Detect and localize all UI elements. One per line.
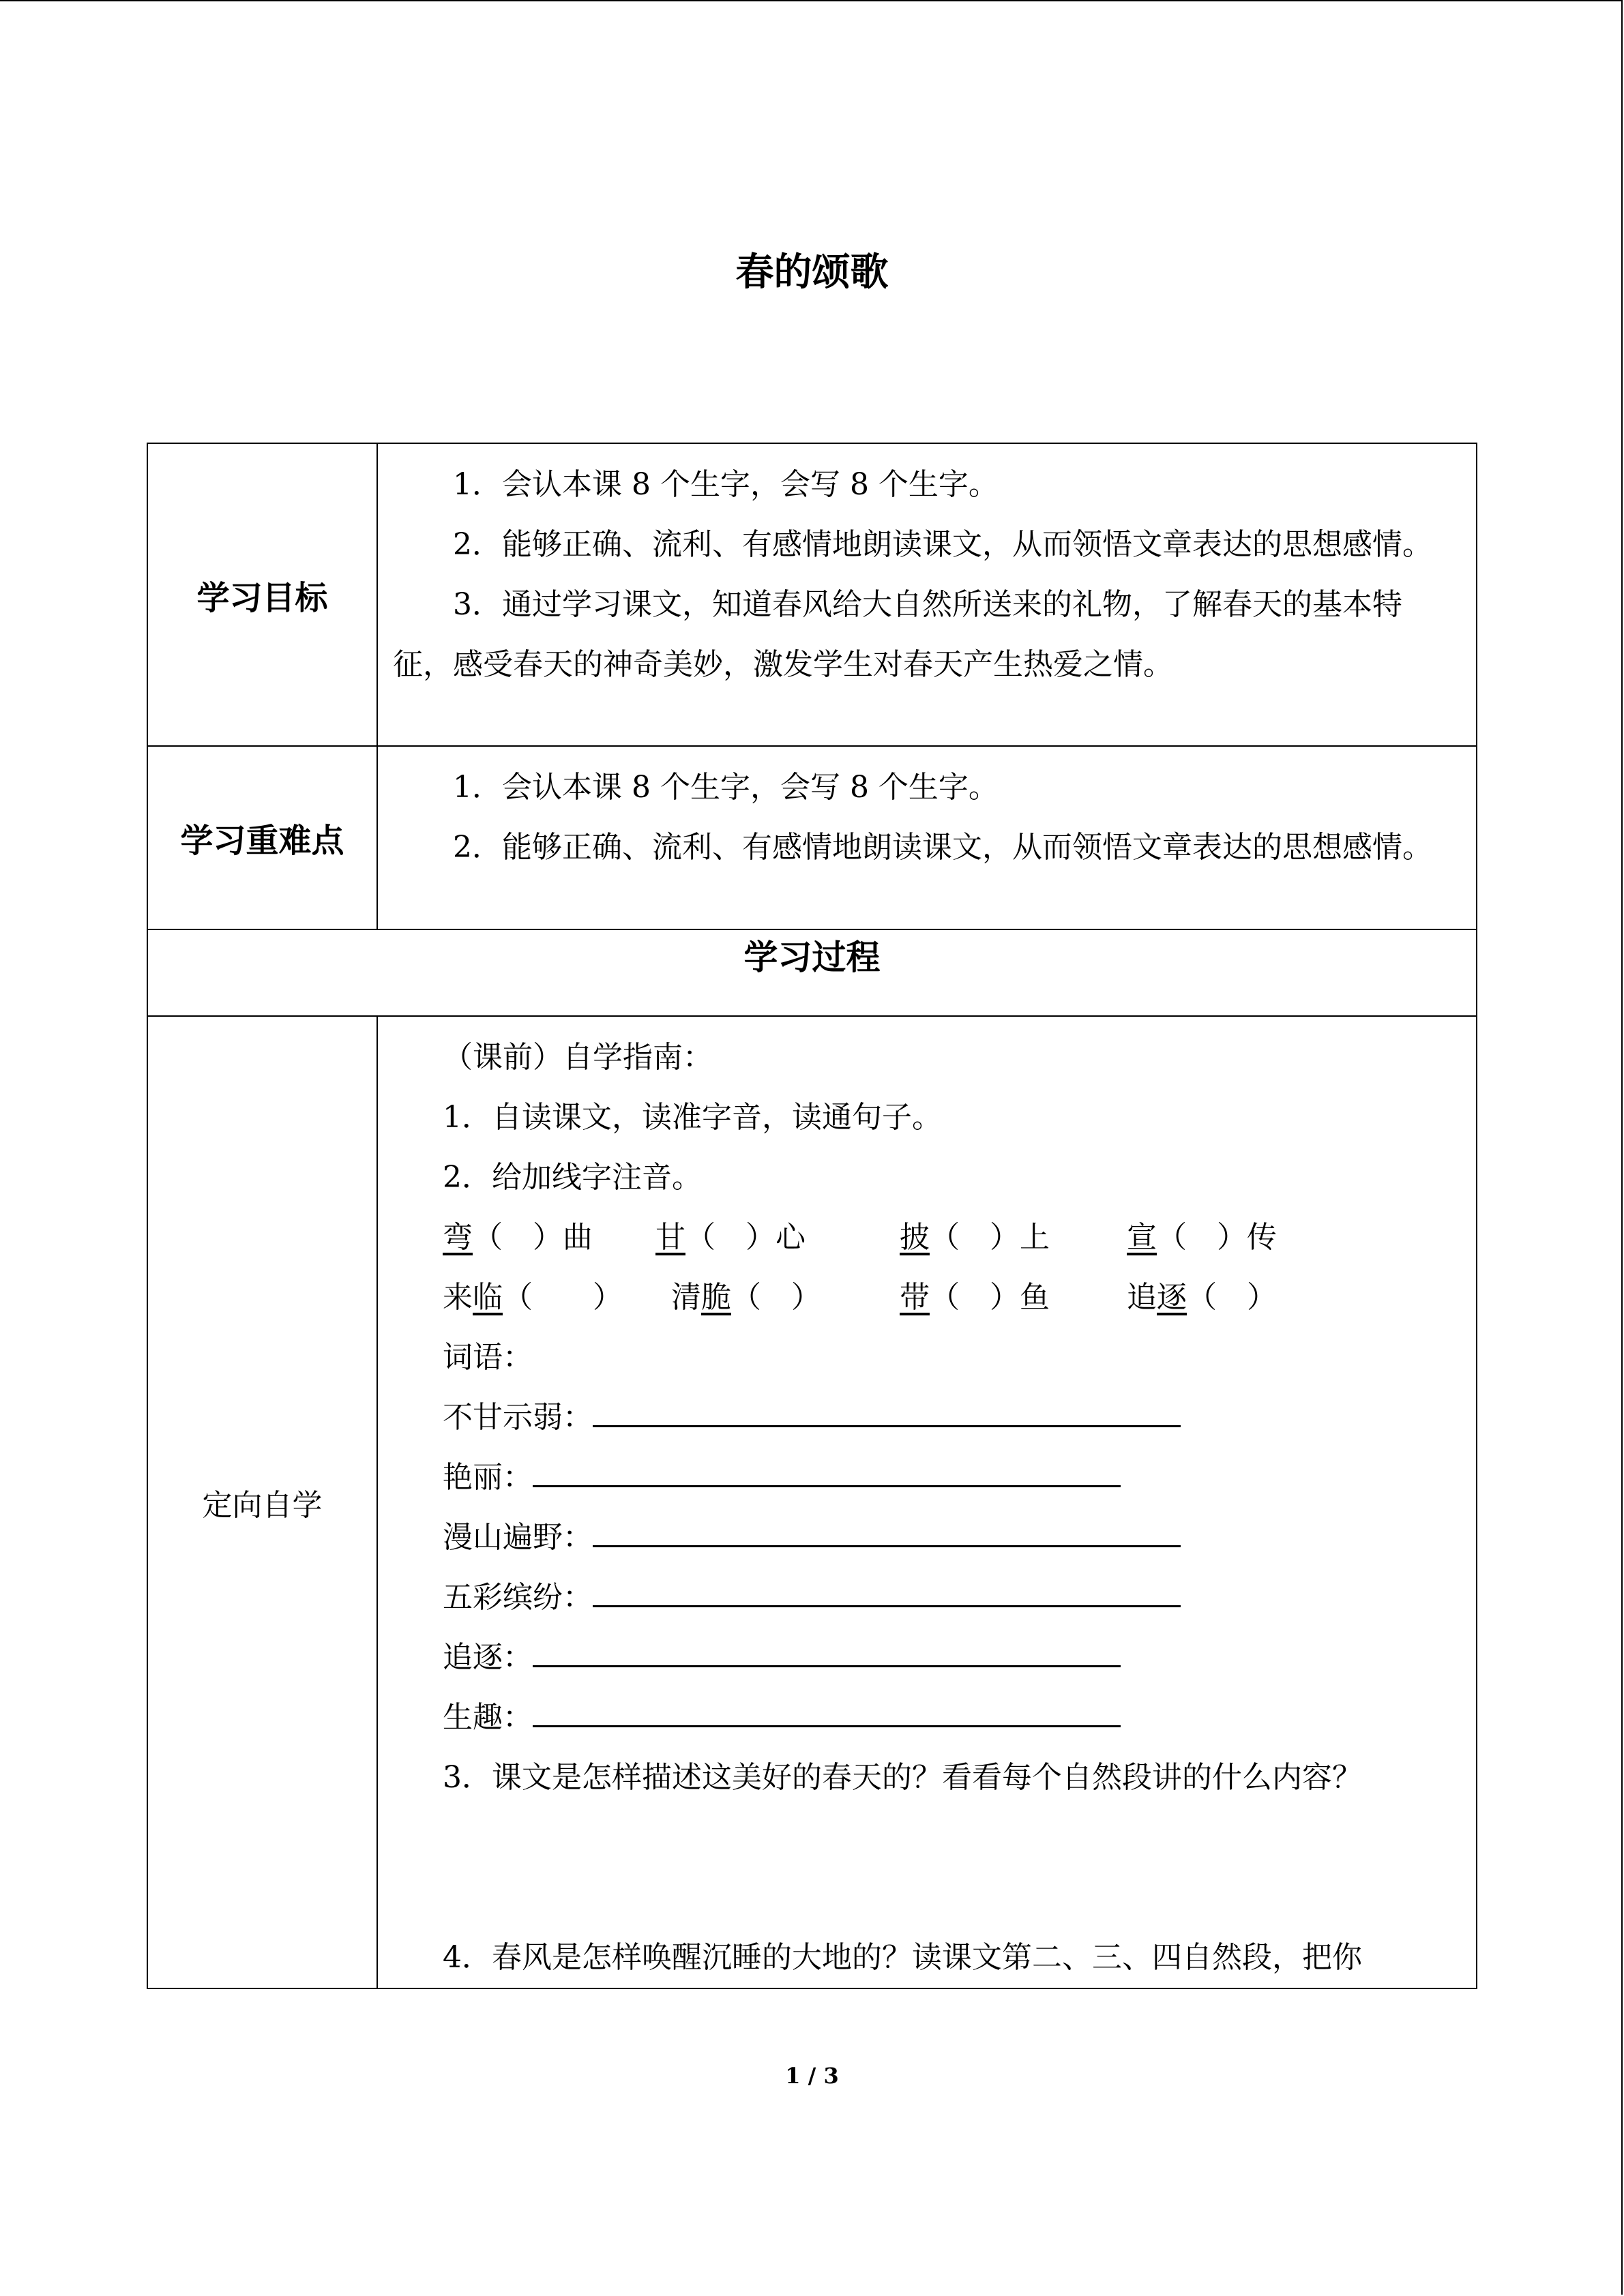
pinyin-item: 追逐（ ）: [1127, 1280, 1277, 1315]
page-number: 1 / 3: [785, 2063, 839, 2089]
process-heading: 学习过程: [147, 929, 1477, 1016]
process-content: [377, 1016, 1477, 1988]
word-entry: 追逐：: [443, 1628, 1460, 1688]
objectives-label: 学习目标: [147, 443, 377, 746]
page-title: 春的颂歌: [735, 250, 889, 295]
pinyin-item: 来临（ ）: [443, 1280, 623, 1315]
words-label: 词语：: [443, 1340, 533, 1375]
key-point-item: 1．会认本课 8 个生字，会写 8 个生字。: [453, 770, 999, 805]
pinyin-item: 弯（ ）曲: [443, 1220, 593, 1255]
answer-blank[interactable]: [533, 1688, 1121, 1727]
key-point-item: 2．能够正确、流利、有感情地朗读课文，从而领悟文章表达的思想感情。: [453, 830, 1432, 865]
objective-item: 1．会认本课 8 个生字，会写 8 个生字。: [453, 467, 999, 502]
step-4: 4．春风是怎样唤醒沉睡的大地的？读课文第二、三、四自然段，把你: [443, 1940, 1362, 1975]
process-label: 定向自学: [147, 1016, 377, 1988]
answer-blank[interactable]: [593, 1508, 1181, 1547]
process-row: [147, 1016, 1477, 1988]
objective-item: 3．通过学习课文，知道春风给大自然所送来的礼物，了解春天的基本特征，感受春天的神奇美妙，激发学生对春天产生热爱之情。: [393, 587, 1402, 682]
pinyin-item: 披（ ）上: [900, 1220, 1050, 1255]
word-entry: 艳丽：: [443, 1448, 1460, 1508]
key-points-row: [147, 746, 1477, 929]
objectives-row: [147, 443, 1477, 746]
pinyin-item: 带（ ）鱼: [900, 1280, 1050, 1315]
key-points-label: 学习重难点: [147, 746, 377, 929]
word-entry: 不甘示弱：: [443, 1388, 1460, 1448]
step-1: 1．自读课文，读准字音，读通句子。: [443, 1100, 942, 1135]
pinyin-item: 甘（ ）心: [655, 1220, 806, 1255]
word-entry: 生趣：: [443, 1688, 1460, 1748]
objective-item: 2．能够正确、流利、有感情地朗读课文，从而领悟文章表达的思想感情。: [453, 527, 1432, 562]
pinyin-row-2: [443, 1268, 1460, 1328]
word-entry: 漫山遍野：: [443, 1508, 1460, 1568]
pinyin-row-1: [443, 1208, 1460, 1268]
pinyin-item: 清脆（ ）: [671, 1280, 821, 1315]
answer-blank[interactable]: [533, 1448, 1121, 1487]
answer-blank[interactable]: [593, 1388, 1181, 1427]
key-points-content: [377, 746, 1477, 929]
answer-blank[interactable]: [593, 1568, 1181, 1607]
answer-space[interactable]: [378, 1808, 1460, 1928]
answer-blank[interactable]: [533, 1628, 1121, 1667]
step-2: 2．给加线字注音。: [443, 1160, 702, 1195]
self-study-intro: （课前）自学指南：: [443, 1040, 713, 1075]
study-sheet-table: [147, 443, 1477, 1989]
word-entry: 五彩缤纷：: [443, 1568, 1460, 1628]
pinyin-item: 宣（ ）传: [1127, 1220, 1277, 1255]
step-3: 3．课文是怎样描述这美好的春天的？看看每个自然段讲的什么内容？: [443, 1760, 1362, 1795]
process-heading-row: [147, 929, 1477, 1016]
objectives-content: [377, 443, 1477, 746]
